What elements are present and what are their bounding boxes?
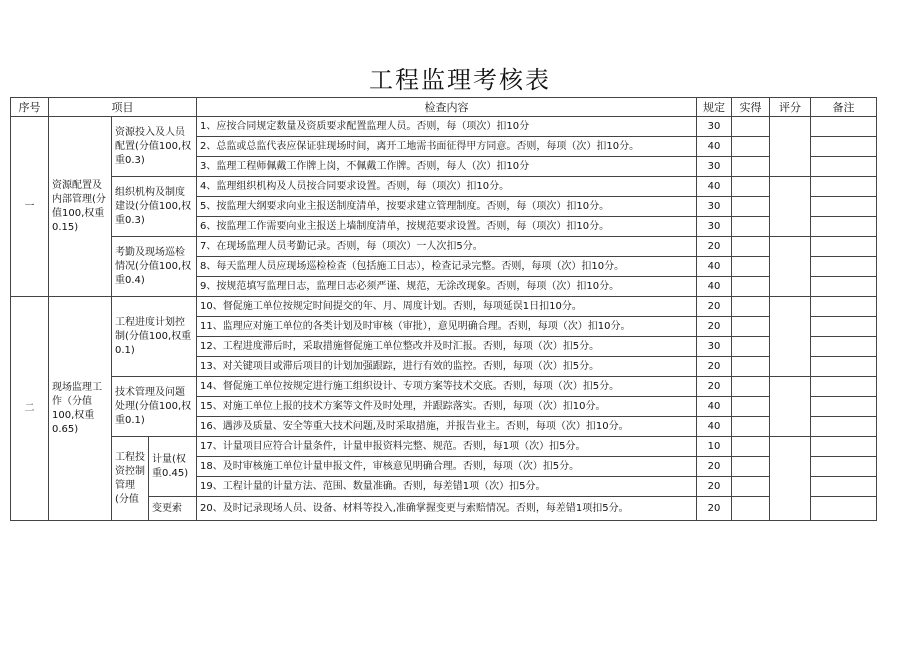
actual-score-cell[interactable] [732,217,770,237]
subgroup-name: 变更索 [149,497,197,521]
header-actual: 实得 [732,98,770,117]
group-name: 技术管理及问题处理(分值100,权重0.1) [112,377,197,437]
actual-score-cell[interactable] [732,337,770,357]
check-content: 15、对施工单位上报的技术方案等文件及时处理，并跟踪落实。否则，每项（次）扣10分。 [197,397,697,417]
remark-cell[interactable] [811,417,877,437]
group-name: 工程投资控制管理(分值 [112,437,149,521]
check-content: 10、督促施工单位按规定时间提交的年、月、周度计划。否则，每项延误1日扣10分。 [197,297,697,317]
standard-score: 20 [697,477,732,497]
page-title: 工程监理考核表 [369,66,551,94]
table-row [11,297,877,317]
header-row [11,98,877,117]
standard-score: 20 [697,237,732,257]
remark-cell[interactable] [811,157,877,177]
rating-cell[interactable] [770,177,811,237]
header-content: 检查内容 [197,98,697,117]
section-name: 资源配置及内部管理(分值100,权重0.15) [49,117,112,297]
header-standard: 规定 [697,98,732,117]
rating-cell[interactable] [770,237,811,297]
actual-score-cell[interactable] [732,397,770,417]
actual-score-cell[interactable] [732,477,770,497]
actual-score-cell[interactable] [732,237,770,257]
check-content: 4、监理组织机构及人员按合同要求设置。否则，每（项次）扣10分。 [197,177,697,197]
standard-score: 30 [697,217,732,237]
remark-cell[interactable] [811,137,877,157]
standard-score: 30 [697,197,732,217]
header-no: 序号 [11,98,49,117]
actual-score-cell[interactable] [732,497,770,521]
remark-cell[interactable] [811,477,877,497]
check-content: 3、监理工程师佩戴工作牌上岗，不佩戴工作牌。否则，每人（次）扣10分 [197,157,697,177]
group-name: 资源投入及人员配置(分值100,权重0.3) [112,117,197,177]
remark-cell[interactable] [811,377,877,397]
standard-score: 40 [697,257,732,277]
standard-score: 20 [697,297,732,317]
check-content: 17、计量项目应符合计量条件，计量申报资料完整、规范。否则，每1项（次）扣5分。 [197,437,697,457]
standard-score: 10 [697,437,732,457]
remark-cell[interactable] [811,257,877,277]
standard-score: 40 [697,417,732,437]
remark-cell[interactable] [811,217,877,237]
table-row [11,177,877,197]
actual-score-cell[interactable] [732,157,770,177]
remark-cell[interactable] [811,457,877,477]
group-name: 考勤及现场巡检情况(分值100,权重0.4) [112,237,197,297]
check-content: 18、及时审核施工单位计量申报文件，审核意见明确合理。否则，每项（次）扣5分。 [197,457,697,477]
check-content: 12、工程进度滞后时，采取措施督促施工单位整改并及时汇报。否则，每项（次）扣5分。 [197,337,697,357]
standard-score: 30 [697,117,732,137]
remark-cell[interactable] [811,197,877,217]
actual-score-cell[interactable] [732,277,770,297]
standard-score: 20 [697,317,732,337]
header-item: 项目 [49,98,197,117]
check-content: 8、每天监理人员应现场巡检检查（包括施工日志），检查记录完整。否则，每项（次）扣10分。 [197,257,697,277]
actual-score-cell[interactable] [732,357,770,377]
standard-score: 40 [697,397,732,417]
actual-score-cell[interactable] [732,457,770,477]
remark-cell[interactable] [811,177,877,197]
remark-cell[interactable] [811,117,877,137]
rating-cell[interactable] [770,297,811,377]
actual-score-cell[interactable] [732,437,770,457]
remark-cell[interactable] [811,337,877,357]
standard-score: 20 [697,497,732,521]
standard-score: 30 [697,337,732,357]
table-row [11,377,877,397]
check-content: 1、应按合同规定数量及资质要求配置监理人员。否则，每（项次）扣10分 [197,117,697,137]
standard-score: 40 [697,177,732,197]
remark-cell[interactable] [811,317,877,337]
check-content: 5、按监理大纲要求向业主报送制度清单，按要求建立管理制度。否则，每（项次）扣10分。 [197,197,697,217]
section-number: 二 [11,297,49,521]
check-content: 11、监理应对施工单位的各类计划及时审核（审批），意见明确合理。否则，每项（次）扣10分。 [197,317,697,337]
actual-score-cell[interactable] [732,417,770,437]
rating-cell[interactable] [770,437,811,521]
standard-score: 40 [697,137,732,157]
remark-cell[interactable] [811,297,877,317]
assessment-table [10,97,877,521]
actual-score-cell[interactable] [732,297,770,317]
header-remark: 备注 [811,98,877,117]
remark-cell[interactable] [811,497,877,521]
actual-score-cell[interactable] [732,137,770,157]
header-rating: 评分 [770,98,811,117]
standard-score: 20 [697,377,732,397]
table-row [11,237,877,257]
section-name: 现场监理工作（分值100,权重0.65) [49,297,112,521]
check-content: 19、工程计量的计量方法、范围、数量准确。否则，每差错1项（次）扣5分。 [197,477,697,497]
section-number: 一 [11,117,49,297]
remark-cell[interactable] [811,437,877,457]
group-name: 工程进度计划控制(分值100,权重0.1) [112,297,197,377]
rating-cell[interactable] [770,377,811,437]
standard-score: 30 [697,157,732,177]
standard-score: 40 [697,277,732,297]
remark-cell[interactable] [811,237,877,257]
remark-cell[interactable] [811,277,877,297]
actual-score-cell[interactable] [732,317,770,337]
actual-score-cell[interactable] [732,177,770,197]
check-content: 20、及时记录现场人员、设备、材料等投入,准确掌握变更与索赔情况。否则，每差错1项扣5分。 [197,497,697,521]
check-content: 9、按规范填写监理日志，监理日志必须严谨、规范，无涂改现象。否则，每项（次）扣10分。 [197,277,697,297]
check-content: 16、遇涉及质量、安全等重大技术问题,及时采取措施，并报告业主。否则，每项（次）扣10分。 [197,417,697,437]
check-content: 2、总监或总监代表应保证驻现场时间，离开工地需书面征得甲方同意。否则，每项（次）扣10分。 [197,137,697,157]
actual-score-cell[interactable] [732,197,770,217]
table-row [11,117,877,137]
actual-score-cell[interactable] [732,377,770,397]
remark-cell[interactable] [811,397,877,417]
rating-cell[interactable] [770,117,811,177]
check-content: 7、在现场监理人员考勤记录。否则，每（项次）一人次扣5分。 [197,237,697,257]
group-name: 组织机构及制度建设(分值100,权重0.3) [112,177,197,237]
standard-score: 20 [697,357,732,377]
subgroup-name: 计量(权重0.45) [149,437,197,497]
table-row [11,437,877,457]
check-content: 6、按监理工作需要向业主报送上墙制度清单，按规范要求设置。否则，每（项次）扣10分。 [197,217,697,237]
standard-score: 20 [697,457,732,477]
remark-cell[interactable] [811,357,877,377]
actual-score-cell[interactable] [732,117,770,137]
check-content: 14、督促施工单位按规定进行施工组织设计、专项方案等技术交底。否则，每项（次）扣5分。 [197,377,697,397]
check-content: 13、对关键项目或滞后项目的计划加强跟踪，进行有效的监控。否则，每项（次）扣5分。 [197,357,697,377]
actual-score-cell[interactable] [732,257,770,277]
